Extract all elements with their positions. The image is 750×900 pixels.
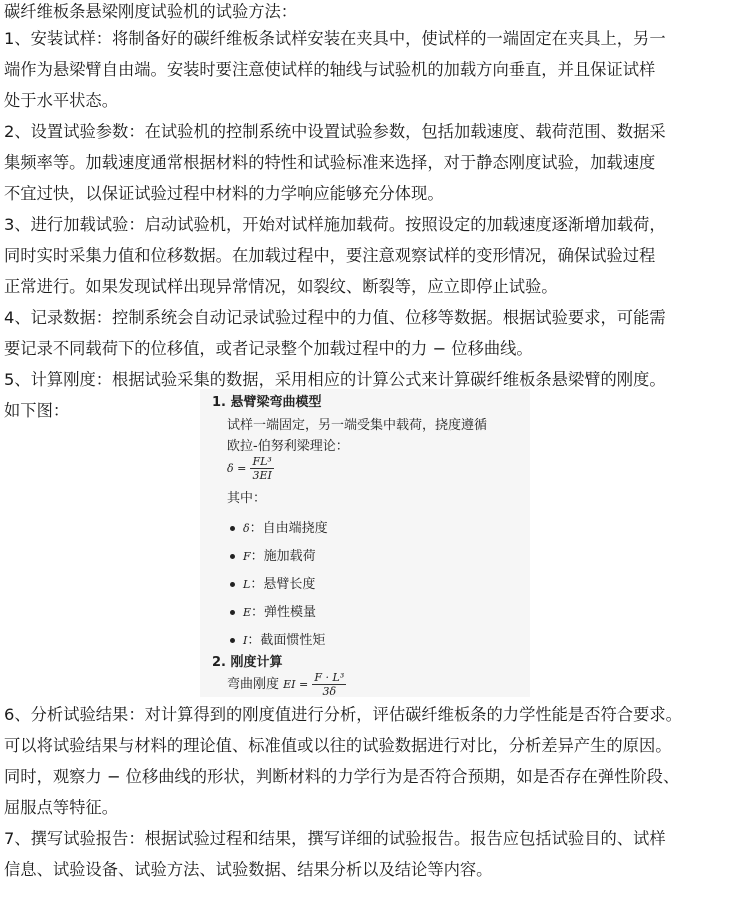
symbol-bullet — [230, 547, 316, 567]
symbol: δ — [243, 522, 250, 535]
text-line: 2、设置试验参数：在试验机的控制系统中设置试验参数，包括加载速度、载荷范围、数据采 — [4, 122, 666, 141]
symbol: I — [243, 634, 248, 647]
symbol-desc: ：自由端挠度 — [249, 521, 328, 536]
symbol-bullet — [230, 603, 316, 623]
text-line: 1、安装试样：将制备好的碳纤维板条试样安装在夹具中，使试样的一端固定在夹具上，另一 — [4, 29, 666, 48]
formula-figure — [200, 389, 530, 697]
bullet-dot-icon — [230, 526, 235, 531]
symbol: E — [243, 606, 252, 619]
where-label: 其中： — [227, 491, 267, 506]
text-line: 屈服点等特征。 — [4, 798, 118, 817]
symbol: F — [243, 550, 251, 563]
symbol-bullet — [230, 631, 325, 651]
text-line: 5、计算刚度：根据试验采集的数据，采用相应的计算公式来计算碳纤维板条悬梁臂的刚度。 — [4, 370, 666, 389]
equation-lhs: δ = — [227, 462, 247, 475]
figure-desc-line: 欧拉-伯努利梁理论： — [227, 439, 349, 454]
equation-fraction — [312, 671, 346, 698]
text-line: 6、分析试验结果：对计算得到的刚度值进行分析，评估碳纤维板条的力学性能是否符合要求。 — [4, 705, 682, 724]
equation-denominator: 3EI — [252, 469, 272, 482]
figure-row — [4, 395, 746, 699]
figure-desc-line: 试样一端固定，另一端受集中载荷，挠度遵循 — [227, 418, 488, 433]
document-title: 碳纤维板条悬梁刚度试验机的试验方法： — [4, 2, 298, 21]
symbol: L — [243, 578, 251, 591]
paragraph-step-1 — [4, 23, 746, 116]
bullet-dot-icon — [230, 638, 235, 643]
text-line: 不宜过快，以保证试验过程中材料的力学响应能够充分体现。 — [4, 184, 444, 203]
equation-label: 弯曲刚度 — [227, 677, 280, 692]
equation-denominator: 3δ — [322, 685, 337, 698]
paragraph-step-2 — [4, 116, 746, 209]
text-line: 集频率等。加载速度通常根据材料的特性和试验标准来选择，对于静态刚度试验，加载速度 — [4, 153, 656, 172]
text-line: 7、撰写试验报告：根据试验过程和结果，撰写详细的试验报告。报告应包括试验目的、试样 — [4, 829, 666, 848]
text-line: 正常进行。如果发现试样出现异常情况，如裂纹、断裂等，应立即停止试验。 — [4, 277, 558, 296]
paragraph-step-7 — [4, 823, 746, 885]
equation-numerator: F · L³ — [314, 671, 345, 684]
paragraph-step-4 — [4, 302, 746, 364]
deflection-equation — [227, 455, 274, 482]
text-line: 同时，观察力 − 位移曲线的形状，判断材料的力学行为是否符合预期，如是否存在弹性阶段、 — [4, 767, 680, 786]
stiffness-equation — [227, 671, 346, 698]
figure-heading-2: 2. 刚度计算 — [212, 655, 283, 670]
bullet-dot-icon — [230, 610, 235, 615]
symbol-bullet — [230, 575, 315, 595]
text-line: 4、记录数据：控制系统会自动记录试验过程中的力值、位移等数据。根据试验要求，可能需 — [4, 308, 666, 327]
paragraph-step-6 — [4, 699, 746, 823]
document-body — [4, 0, 746, 885]
text-line: 要记录不同载荷下的位移值，或者记录整个加载过程中的力 − 位移曲线。 — [4, 339, 533, 358]
symbol-desc: ：弹性模量 — [251, 605, 317, 620]
symbol-desc: ：施加载荷 — [250, 549, 316, 564]
equation-fraction — [250, 455, 273, 482]
equation-numerator: FL³ — [252, 455, 272, 468]
symbol-desc: ：悬臂长度 — [250, 577, 316, 592]
figure-heading-1: 1. 悬臂梁弯曲模型 — [212, 395, 322, 410]
text-line: 端作为悬梁臂自由端。安装时要注意使试样的轴线与试验机的加载方向垂直，并且保证试样 — [4, 60, 656, 79]
text-line: 可以将试验结果与材料的理论值、标准值或以往的试验数据进行对比，分析差异产生的原因。 — [4, 736, 672, 755]
text-line: 3、进行加载试验：启动试验机，开始对试样施加载荷。按照设定的加载速度逐渐增加载荷， — [4, 215, 666, 234]
paragraph-step-3 — [4, 209, 746, 302]
symbol-desc: ：截面惯性矩 — [247, 633, 326, 648]
bullet-dot-icon — [230, 554, 235, 559]
symbol-bullet — [230, 519, 328, 539]
text-line: 信息、试验设备、试验方法、试验数据、结果分析以及结论等内容。 — [4, 860, 493, 879]
text-line: 同时实时采集力值和位移数据。在加载过程中，要注意观察试样的变形情况，确保试验过程 — [4, 246, 656, 265]
figure-lead-text: 如下图： — [4, 401, 70, 420]
bullet-dot-icon — [230, 582, 235, 587]
equation-lhs: EI = — [283, 678, 309, 691]
text-line: 处于水平状态。 — [4, 91, 118, 110]
